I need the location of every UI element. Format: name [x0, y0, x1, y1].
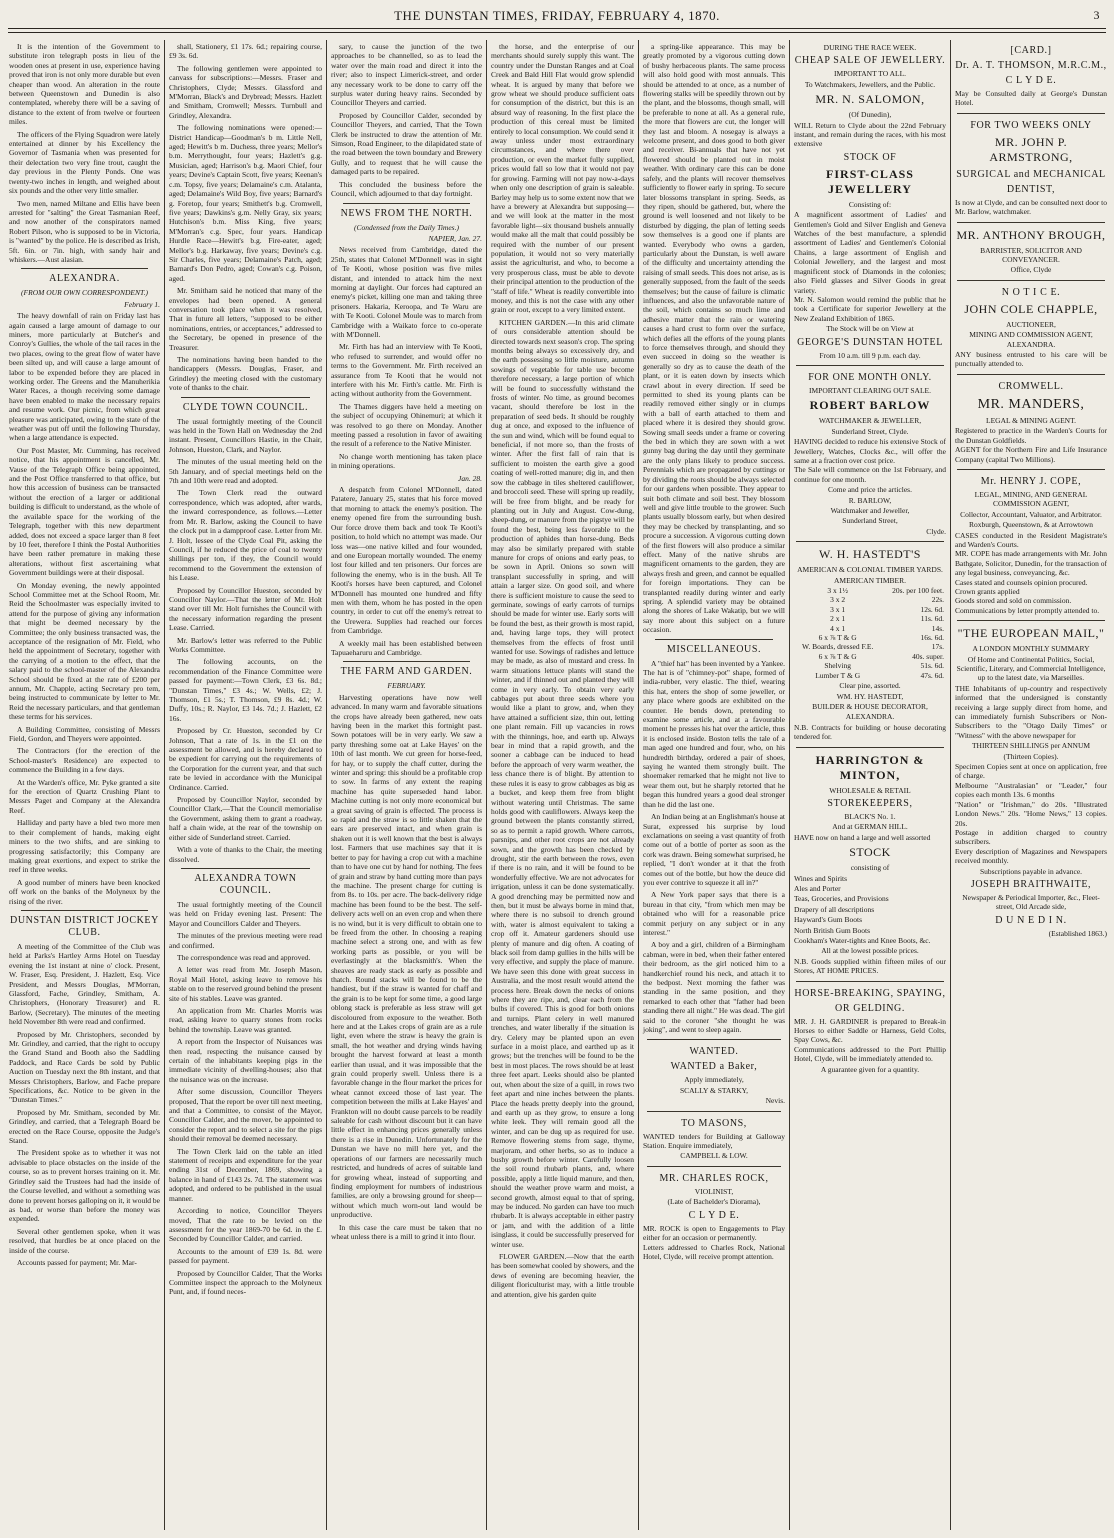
article-paragraph: At the Warden's office, Mr. Pyke granted a site for the erection of Quartz Crushing Plant to Messrs Paget and Company at the Alexandra Reef.	[9, 777, 160, 815]
article-paragraph: A report from the Inspector of Nuisances was then read, respecting the nuisance caused by certain of the inhabitants keeping pigs in the immediate vicinity of dwelling-houses; also that the nuisance was on the increase.	[169, 1037, 322, 1084]
article-paragraph: Our Post Master, Mr. Cumming, has received notice, that his appointment is cancelled, Mr. Vause of the Telegraph Office being appointed, and the Post Office transferred to that office, but how this accession of business can be transacted without the erection of a larger or additional building is difficult to understand, as the whole of the available space for the working of the Telegraph, together with this new department added, does not exceed a space larger than 8 feet by 10 feet, therefore I think the Postal Authorities have been rather premature in making these alterations, without first ascertaining what Government buildings were at their disposal.	[9, 445, 160, 578]
ad-text: Newspaper & Periodical Importer, &c., Fleet-street, Old Arcade side,	[962, 892, 1100, 912]
ad-wanted-baker	[643, 1045, 785, 1105]
masthead	[0, 8, 1114, 26]
ad-text: BARRISTER, SOLICITOR AND CONVEYANCER.	[980, 245, 1082, 265]
article-paragraph: Mr. Smitham said he noticed that many of the envelopes had been opened. A general conversation took place when it was resolved, That in future all letters, "supposed to be either nominations, entries, or acceptances," addressed to the Secretary, be opened in presence of the Treasurer.	[169, 286, 322, 352]
ad-text: IMPORTANT CLEARING OUT SALE.	[808, 385, 931, 395]
article-paragraph: The usual fortnightly meeting of the Council was held in the Town Hall on Wednesday the 2nd instant. Present, Councillors Hastie, in the Chair, Johnson, Hueston, Clark, and Naylor.	[169, 416, 322, 454]
column-rule	[326, 40, 327, 1530]
ad-text: THE Inhabitants of up-country and respectively informed that the undersigned is constantly receiving a large supply direct from home, and can immediately furnish Subscribers or Non-Subscribers to the "Otago Daily Times" or "Witness" with the above newspaper for	[955, 683, 1107, 740]
divider	[181, 868, 310, 869]
timber-price: 51s. 6d.	[920, 661, 944, 671]
ad-text: consisting of	[850, 863, 890, 873]
timber-price: 11s. 6d.	[920, 614, 944, 624]
timber-price-row	[794, 652, 946, 661]
ad-text: Cases stated and counsels opinion procured.	[955, 577, 1088, 587]
stock-list-item: Ales and Porter	[794, 883, 841, 893]
ad-text: ANY business entrusted to his care will be punctually attended to.	[955, 350, 1107, 369]
ad-heading: MR. MANDERS,	[977, 396, 1085, 412]
ad-brough	[955, 228, 1107, 275]
ad-text: Sunderland Street,	[842, 516, 898, 526]
ad-text: SCALLY & STARKY,	[679, 1085, 749, 1095]
ad-text: IMPORTANT TO ALL.	[833, 69, 907, 79]
ad-heading: MR. ANTHONY BROUGH,	[956, 227, 1106, 242]
column-4	[488, 42, 637, 1526]
ad-text: THIRTEEN SHILLINGS per ANNUM	[971, 741, 1091, 751]
timber-price: 14s.	[931, 623, 944, 633]
article-paragraph: Mr. Firth has had an interview with Te Kooti, who refused to surrender, and would offer no terms to the Government. Mr. Firth received an assurance from Te Kooti that he would not interfere with his Mr. Firth's cattle. Mr. Firth is acting without authority from the Government.	[331, 342, 482, 399]
ad-text: Of Home and Continental Politics, Social, Scientific, Literary, and Commercial Intelligence, up to the latest date, via Marseilles.	[956, 654, 1106, 683]
ad-text: D U N E D I N.	[995, 914, 1067, 926]
column-rule	[638, 40, 639, 1530]
ad-text: FOR TWO WEEKS ONLY	[970, 119, 1092, 131]
stock-list	[794, 874, 946, 946]
article-paragraph: With a vote of thanks to the Chair, the meeting dissolved.	[169, 845, 322, 864]
timber-size: 6 x ⅞ T & G	[818, 651, 857, 661]
ad-heading: MR. CHARLES ROCK,	[659, 1172, 769, 1184]
divider	[655, 639, 773, 640]
divider	[21, 268, 148, 269]
article-paragraph: A letter was read from Mr. Joseph Mason, Royal Mail Hotel, asking leave to remove his stable on to the reserved ground behind the present site of his stables. Leave was granted.	[169, 965, 322, 1003]
timber-size: 3 x 2	[830, 595, 846, 605]
ad-text: AMERICAN & COLONIAL TIMBER YARDS.	[797, 565, 943, 575]
divider	[647, 1039, 781, 1040]
ad-heading: Dr. A. T. THOMSON, M.R.C.M.,	[955, 60, 1107, 71]
ad-text: Communications by letter promptly attended to.	[955, 605, 1100, 615]
ad-heading: TO MASONS,	[681, 1117, 747, 1129]
ad-text: HAVING decided to reduce his extensive Stock of Jewellery, Watches, Clocks &c., will offer the same at a fraction over cost price.	[794, 437, 946, 465]
ad-text: CASES conducted in the Resident Magistrate's and Warden's Courts.	[955, 530, 1107, 549]
ad-text: N.B. Contracts for building or house decorating tendered for.	[794, 722, 946, 742]
ad-heading: N O T I C E.	[1001, 286, 1061, 298]
divider	[796, 541, 944, 542]
article-paragraph: News received from Cambridge, dated the 25th, states that Colonel M'Donnell was in sight of Te Kooti, whose position was five miles distant, and intended to attack him the next morning at daylight. Our forces had captured an enemy's picket, killing one man and taking three prisoners. Hakaria, Keroopa, and Te Waru are with Te Kooti. Colonel Moule was to march from Cambridge with a Waikato force to co-operate with M'Donnell.	[331, 245, 482, 339]
timber-size: 3 x 1	[830, 604, 846, 614]
timber-price-row	[794, 605, 946, 614]
ad-heading: Mr. HENRY J. COPE,	[980, 475, 1082, 487]
dateline: February 1.	[124, 299, 160, 309]
ad-text: SURGICAL and MECHANICAL	[956, 168, 1106, 180]
article-paragraph: Two men, named Miltane and Ellis have been arrested for "salting" the Great Tasmanian Reef, and now another of the conspirators named Robert Pilson, who is supposed to be in Victoria, is "wanted" by the police. He is described as Irish, 5ft. 6in. or 7in. high, with sandy hair and whiskers.—Aust alasian.	[9, 198, 160, 264]
article-paragraph: Proposed by Councillor Calder, That the Works Committee inspect the approach to the Molyneux Punt, and, if found neces-	[169, 1268, 322, 1297]
stock-list-item: Cookham's Water-tights and Knee Boots, &c.	[794, 936, 931, 945]
ad-heading: WANTED.	[689, 1046, 739, 1058]
ad-text: Every description of Magazines and Newspapers received monthly.	[955, 846, 1107, 866]
divider	[181, 397, 310, 398]
ad-text: WATCHMAKER & JEWELLER,	[818, 416, 922, 426]
timber-price-row	[794, 614, 946, 623]
ad-text: Watchmaker and Jeweller,	[830, 506, 910, 515]
timber-size: Shelving	[824, 661, 851, 671]
article-paragraph: The nominations having been handed to the handicappers (Messrs. Douglas, Fraser, and Grindley) the meeting closed with the customary vote of thanks to the chair.	[169, 355, 322, 393]
ad-heading: MR. N. SALOMON,	[815, 92, 925, 107]
ad-text: WILL Return to Clyde about the 22nd February instant, and remain during the races, with his most extensive	[794, 120, 946, 149]
ad-text: ALEXANDRA.	[845, 712, 895, 722]
divider	[647, 1111, 781, 1112]
article-paragraph: sary, to cause the junction of the two approaches to be channelled, so as to lead the water over the main road and direct it into the river; also to inspect Limerick-street, and order any necessary work to be done to carry off the surplus water during heavy rains. Seconded by Councillor Theyers and carried.	[331, 42, 482, 108]
timber-price-row	[794, 586, 946, 595]
ad-manders	[955, 380, 1107, 464]
masthead-rule-2	[8, 32, 1106, 33]
timber-size: 3 x 1½	[827, 586, 848, 596]
ad-text: To Watchmakers, Jewellers, and the Public.	[804, 79, 936, 89]
divider	[957, 620, 1105, 621]
ad-text: R. BARLOW,	[848, 495, 892, 505]
article-paragraph: In this case the care must be taken that no wheat unless there is a mill to grind it into flour.	[331, 1222, 482, 1241]
article-paragraph: No change worth mentioning has taken place in mining operations.	[331, 451, 482, 471]
column-7	[952, 42, 1110, 1526]
divider	[21, 910, 148, 911]
article-paragraph: the horse, and the enterprise of our merchants should surely supply this want. The country under the Dunstan Ranges and at Coal Creek and Bald Hill Flat would grow splendid wheat. It is argued by many that before we grow wheat we should produce sufficient oats for consumption of the district, but this is an absurd way of reasoning. In the first place the production of this cereal must be limited entirely to local consumption. We could send it away unless under most extraordinary circumstances, and where there over production, or even the market fully supplied, prices would fall so low that it would not pay for growing. Farming will not pay now-a-days when only one description of grain is saleable. Barley may help us to some extent now that we have a brewery at Alexandra but supposing—and we will look at the matter in the most favorable light—six thousand bushels annually would make all the malt that could possibly be required with the number of our present population, it would not so very materially assist the agriculturist, and who, to become a very prosperous class, must be able to devote their principal attention to the production of the "staff of life." Wheat is readily convertible into money, and this is not the case with any other grain or root, except to a very limited extent.	[491, 42, 634, 315]
divider	[957, 113, 1105, 114]
ad-text: Goods stored and sold on commission.	[955, 596, 1072, 606]
ad-masons	[643, 1117, 785, 1161]
timber-price: 47s. 6d.	[920, 670, 944, 680]
ad-text: AGENT for the Northern Fire and Life Insurance Company (capital Two Millions).	[955, 445, 1107, 464]
divider	[796, 981, 944, 982]
article-paragraph: The usual fortnightly meeting of the Council was held on Friday evening last. Present: The Mayor and Councillors Calder and Theyers.	[169, 899, 322, 928]
section-heading-farm-garden: THE FARM AND GARDEN.	[340, 666, 473, 678]
ad-heading: JOSEPH BRAITHWAITE,	[970, 878, 1092, 890]
ad-text: (Thirteen Copies).	[1003, 751, 1059, 761]
article-paragraph: Proposed by Councillor Hueston, seconded by Councillor Naylor.—That the letter of Mr. Holt stand over till Mr. Holt furnishes the Council with the necessary information regarding the present Lease. Carried.	[169, 585, 322, 633]
masthead-rule	[8, 28, 1106, 29]
ad-text: CROMWELL.	[998, 380, 1064, 392]
timber-size: 4 x 1	[830, 623, 846, 633]
ad-text: DENTIST,	[1006, 183, 1056, 195]
ad-text: Registered to practice in the Warden's Courts for the Dunstan Goldfields.	[955, 426, 1107, 445]
ad-heading: ROBERT BARLOW	[809, 398, 931, 413]
ad-heading: MR. JOHN P. ARMSTRONG,	[989, 134, 1073, 164]
ad-text: STOCK	[849, 845, 891, 860]
article-paragraph: Harvesting operations have now well advanced. In many warm and favorable situations the crops have already been gathered, new oats having been in the market this fortnight past. Sown potatoes will be in very early. We saw a party threshing some oat at Lake Hayes' on the 10th of last month. We cut green for horse-feed, for hay, or to supply the chaff cutter, during the winter and spring: this should be a profitable crop to sow. In farms of any extent the reaping machine has quite superseded hand labor. Machine cutting is not only more economical but a great saving of grain is effected. The process is so rapid and the straw is so little shaken that the ears are preserved intact, and when grain is shaken out it is well known that the best is always lost. Farmers that use machines say that it is better to pay for having a crop cut with a machine than to have one cut by hand for nothing. The fees of grain and straw by hand cutting more than pays the machine. The present charge for cutting is from 8s. to 10s. per acre. The back-delivery ridge machine has been found to be the best. The self-delivery acts well on an even crop and when there is no wind, but it is very difficult to obtain one to be freed from the other. In choosing a reaping machine select a strong one, and with as few working parts as possible, or you will be everlastingly at the blacksmith's. When the sheaves are ready stack as early as possible and thatch. Round stacks will be found to be the handiest, but if the straw is wanted for chaff and the grain is to be kept for some time, a good large oblong stack is preferable as less straw will get discoloured from exposure to the weather. Both here and at the Lakes crops of grain are as a rule light, even where the straw is heavy the grain is small, the hot weather and drying winds having brought the harvest forward at least a month earlier than usual, and it was impossible that the grain could properly swell. Unless there is a favorable change in the flour market the prices for wheat cannot exceed those of last year. The competition between the mills at Lake Hayes' and Frankton will no doubt cause parcels to be readily saleable for cash without discount but it can have little effect in enhancing prices generally unless there is a rise in Dunedin. Unfortunately for the Dunstan we have no mill here yet, and the operations of our farmers are necessarily much restricted, and hundreds of acres of suitable land for growing wheat, instead of supporting and finding employment for numbers of industrious families, are only a browsing ground for sheep—without which much worn-out land would be unproductive.	[331, 692, 482, 1220]
column-rule	[486, 40, 487, 1530]
divider	[957, 222, 1105, 223]
ad-text: And at GERMAN HILL.	[832, 822, 908, 832]
section-heading-jockey-club: DUNSTAN DISTRICT JOCKEY CLUB.	[10, 914, 159, 938]
ad-text: Letters addressed to Charles Rock, National Hotel, Clyde, will receive prompt attention.	[643, 1242, 785, 1261]
timber-price-row	[794, 595, 946, 604]
ad-text: AMERICAN TIMBER.	[834, 575, 906, 585]
column-3	[328, 42, 485, 1526]
article-paragraph: A Building Committee, consisting of Messrs Field, Gordon, and Theyers were appointed.	[9, 724, 160, 744]
ad-european-mail	[955, 626, 1107, 938]
timber-price-row	[794, 642, 946, 651]
ad-heading: W. H. HASTEDT'S	[819, 547, 921, 562]
article-paragraph: The Thames diggers have held a meeting on the subject of occupying Ohinemuri; at which it was resolved to go there on Monday. Another meeting passed a resolution in favor of awaiting the result of a reference to the Native Minister.	[331, 401, 482, 449]
section-heading-alexandra: ALEXANDRA.	[49, 273, 120, 285]
timber-price: 17s.	[931, 642, 944, 652]
ad-heading: FIRST-CLASS JEWELLERY	[826, 166, 914, 196]
ad-text: Apply immediately,	[684, 1075, 744, 1085]
ad-text: Office, Clyde	[1010, 265, 1052, 275]
ad-heading: CHEAP SALE OF JEWELLERY.	[794, 55, 946, 67]
ad-text: From 10 a.m. till 9 p.m. each day.	[819, 350, 921, 360]
ad-text: "Nation" or "Irishman," do 20s. "Illustrated London News." 20s. "Home News," 13 copies. 20s.	[955, 799, 1107, 828]
ad-text: Communications addressed to the Port Phillip Hotel, Clyde, will be immediately attended to.	[794, 1044, 946, 1064]
stock-list-item: North British Gum Boots	[794, 925, 871, 935]
ad-text: CAMPBELL & LOW.	[680, 1151, 748, 1161]
article-paragraph: The Town Clerk laid on the table an itled statement of receipts and expenditure for the year ending 31st of December, 1869, showing a balance in hand of £143 2s. 7d. The statement was adopted, and ordered to be published in the usual manner.	[169, 1146, 322, 1203]
article-paragraph: Halliday and party have a bled two more men to their complement of hands, making eight miners to the two shifts, and are sinking to progressing satisfactorily; this Company are making great exertions, and expect to strike the reef in three weeks.	[9, 818, 160, 875]
timber-price: 22s.	[931, 595, 944, 605]
article-paragraph: This concluded the business before the Council, which adjourned to that day fortnight.	[331, 179, 482, 199]
ad-text: STOREKEEPERS,	[827, 797, 913, 809]
article-paragraph: The officers of the Flying Squadron were lately entertained at dinner by his Excellency the Governor of Tasmania when was presented for their delectation two very fine trout, caught the day previous in the Plenty Ponds. One was twenty-two inches in length, and weighed about six pounds and the other very little smaller.	[9, 129, 160, 196]
article-paragraph: The following gentlemen were appointed to canvass for subscriptions:—Messrs. Fraser and Christophers, Clyde; Messrs. Glassford and M'Morran, Black's and Drybread; Messrs. Hazlett and Smitham, Cromwell; Messrs. Turnbull and Grindley, Alexandra.	[169, 63, 322, 120]
ad-text: LEGAL & MINING AGENT.	[986, 415, 1076, 425]
article-paragraph: Proposed by Cr. Hueston, seconded by Cr Johnson, That a rate of 1s. in the £1 on the assessment be allowed, and is hereby declared to be expedient for carrying out the requirements of the Corporation for the current year, and that such rate be levied in accordance with the Municipal Ordinance. Carried.	[169, 726, 322, 792]
article-paragraph: Proposed by Councillor Naylor, seconded by Councillor Clark,—That the Council memorialise the Government, asking them to grant a roadway, half a chain wide, at the rear of the township on either side of Sunderland street. Carried.	[169, 795, 322, 842]
article-paragraph: A meeting of the Committee of the Club was held at Parks's Hartley Arms Hotel on Tuesday evening the 1st instant at nine o' clock. Present, W. Fraser, Esq. President, J. Hazlett, Esq. Vice President, and Messrs Douglas, M'Morran, Glassford, Fache, Grindley, Smitham, A. Christophers, (Honorary Treasurer) and R. Barlow, (Secretary). The minutes of the meeting held November 8th were read and confirmed.	[9, 941, 160, 1027]
article-paragraph: A despatch from Colonel M'Donnell, dated Patatere, January 25, states that his force moved that morning to attack the enemy's position. The enemy opened fire from the surrounding bush. Our force drove them back and took Te Kooti's position, to hold which no attempt was made. Our loss was—one native killed and four wounded, and one European mortally wounded. The enemy lost four killed and ten prisoners. Our forces are following the enemy, who is in the bush. All Te Kooti's horses have been captured, and Colonel M'Donnell has mounted one hundred and fifty men with them, whom he has posted in the open country, in order to cut off the enemy's retreat to the Urewera. Supplies had reached our forces from Cambridge.	[331, 485, 482, 636]
dateline: Jan. 28.	[458, 473, 482, 483]
ad-text: Sunderland Street, Clyde.	[831, 426, 909, 436]
ad-text: C L Y D E.	[688, 1209, 740, 1221]
column-rule	[789, 40, 790, 1530]
timber-price: 40s. super.	[912, 651, 944, 661]
article-paragraph: The President spoke as to whether it was not advisable to place obstacles on the inside of the course, so as to prevent horses training on it. Mr. Grindley said the Trustees had had the inside of the Course levelled, and without a something was done to prevent horses galloping on it, it would be as bad, or worse than before the money was expended.	[9, 1148, 160, 1224]
timber-size: 2 x 1	[830, 614, 846, 624]
stock-list-item: Hayward's Gum Boots	[794, 915, 863, 925]
ad-violinist	[643, 1172, 785, 1261]
article-paragraph: An Indian being at an Englishman's house at Surat, expressed his surprise by loud exclamations on seeing a vast quantity of froth come out of a bottle of porter as soon as the cork was drawn. Being somewhat surprised, he replied, "I don't wonder at it that the froth comes out of the bottle, but how the deuce did you ever contrive to squeeze it all in?"	[643, 812, 785, 887]
article-paragraph: The correspondence was read and approved.	[177, 952, 311, 962]
ad-text: HAVE now on hand a large and well assorted	[794, 832, 931, 842]
dateline: NAPIER, Jan. 27.	[428, 233, 482, 243]
ad-text: May be Consulted daily at George's Dunstan Hotel.	[955, 89, 1107, 108]
article-paragraph: The Contractors (for the erection of the School-master's Residence) are expected to commence the Building in a few days.	[9, 746, 160, 775]
timber-price: 20s. per 100 feet.	[892, 586, 944, 596]
ad-text: DURING THE RACE WEEK.	[823, 43, 917, 52]
ad-salomon-jewellery	[794, 43, 946, 360]
ad-text: MR. ROCK is open to Engagements to Play either for an occasion or permanently.	[643, 1223, 785, 1243]
timber-price-row	[794, 624, 946, 633]
ad-text: BUILDER & HOUSE DECORATOR,	[812, 701, 928, 711]
article-paragraph: The following nominations were opened:— District Handicap—Goodman's b m. Little Nell, aged; Hewitt's b m. Duchess, three years; Mellor's b.m. Merrythought, four years; Hazlett's g.g. Musician, aged; Harrison's b.g. Maori Chief, four years; Devine's Captain Scott, five years; Keenan's c.m. Topsy, five years; Delamaine's c.m. Atalanta, aged; Delamaine's Wild Boy, five years; Barnard's g. Foretop, four years; Smithett's b.g. Cromwell, five years; Dawkins's g.m. Nelly Gray, six years; Hutchison's b.m. Miss King, five years; M'Morran's c.g. Spec, four years. Handicap Hurdle Race—Hewitt's b.g. Fire-eater, aged; Mellor's b.g. Harkaway, five years; Devine's c.g. Sir Charles, five years; Delamaine's Patch, aged; Barnard's Don Pedro, aged; Cowan's c.g. Poison, aged.	[169, 123, 322, 283]
article-paragraph: A weekly mail has been established between Tapuaeharuru and Cambridge.	[331, 638, 482, 657]
timber-price-table	[794, 586, 946, 680]
ad-dr-thomson	[955, 44, 1107, 108]
article-paragraph: The following accounts, on the recommendation of the Finance Committee were passed for payment:—Town Clerk, £3 6s. 8d.; "Dunstan Times," £3 4s.; W. Wells, £2; J. Thomson, £1 5s.; T. Thomson, £9 8s. 4d.; W. Duffy, 10s.; R. Naylor, £3 14s. 7d.; J. Hazlett, £2 16s.	[169, 657, 322, 723]
ad-barlow-sale	[794, 371, 946, 536]
ad-text: Postage in addition charged to country subscribers.	[955, 827, 1107, 847]
divider	[343, 661, 470, 662]
ad-dentist	[955, 119, 1107, 217]
byline: (Condensed from the Daily Times.)	[354, 222, 459, 232]
ad-text: WANTED a Baker,	[670, 1061, 758, 1073]
section-subheading: FEBRUARY.	[387, 681, 426, 691]
column-rule	[950, 40, 951, 1530]
article-paragraph: A boy and a girl, children of a Birmingham cabman, were in bed, when their father entered their bedroom, as the girl noticed him to a handkerchief round his neck, and attach it to the bedpost. Next morning the father was standing in the same position, and they remarked to each other that "father had been standing there all night." He was dead. The girl said to the coroner "she thought he was joking", and went to sleep again.	[643, 940, 785, 1035]
article-paragraph: It is the intention of the Government to substitute iron telegraph posts in lieu of the wooden ones at present in use, experience having proved that iron is not only more durable but even cheaper than wood. An alteration in the route between Queenstown and Dunedin is also contemplated, whereby there will be a saving of distance to the extent of from twelve or fourteen miles.	[9, 42, 160, 127]
ad-text: A LONDON MONTHLY SUMMARY	[972, 644, 1090, 654]
article-paragraph: The minutes of the previous meeting were read and confirmed.	[169, 931, 322, 950]
divider	[796, 747, 944, 748]
article-paragraph: Proposed by Mr. Smitham, seconded by Mr. Grindley, and carried, that a Telegraph Board be erected on the Race Course, opposite the Judge's Stand.	[9, 1107, 160, 1146]
ad-text: A magnificent assortment of Ladies' and Gentlemen's Gold and Silver English and Geneva Watches of the best manufacture, a splendid assortment of Ladies' and Gentlemen's Colonial Chains, a large assortment of English and Colonial Jewellery, and the largest and most magnificent stock of Diamonds in the colonies; also Field glasses and Silver Goods in great variety.	[794, 210, 946, 295]
ad-text: Specimen Copies sent at once on application, free of charge.	[955, 762, 1107, 781]
ad-text: Consisting of:	[848, 199, 892, 209]
ad-hastedt-timber	[794, 547, 946, 741]
ad-text: (Late of Bachelder's Diorama),	[667, 1197, 761, 1207]
timber-size: Lumber T & G	[815, 670, 861, 680]
ad-text: Come and price the articles.	[828, 485, 912, 495]
article-paragraph: The Town Clerk read the outward correspondence, which was adopted, after wards, the inward correspondence, as follows.—Letter from Mr. R. Barlow, asking the Council to have the clock put in a dampproof case. Letter from Mr. J. Holt, lessee of the Clyde Coal Pit, asking the Council, if he reduced the price of coal to twenty shillings per ton, if they, the Council would recommend to the Government the extension of his Lease.	[169, 488, 322, 583]
timber-size: W. Boards, dressed F.E.	[801, 642, 874, 652]
ad-harrington-minton	[794, 753, 946, 976]
article-paragraph: a spring-like appearance. This may be greatly promoted by a vigorous cutting down of bushy herbaceous plants. The same process will also hold good with most annuals. This should be attended to at once, as a number of flowering stalks will be speedily thrown out by the plant, and the blossoms, though small, will be preferable to none at all. As a general rule, the more that flowers are cut, the longer will they last and bloom. A nosegay is always a welcome present, and does good to both giver and receiver. Bi-annuals that have not yet flowered should be planted out in moist weather. With ordinary care this can be done safely, and the plants will recover themselves sufficiently to flower early in spring. To secure later blossoms transplant in spring. Seeds, as they ripen, should be gathered, but, where the ground is well loosened and not likely to be disturbed by digging, the plan of letting seeds sow themselves is a good one if plants are wanted. Everybody who owns a garden, particularly about the Dunstan, is well aware of the difficulty and uncertainty attending the raising of small seeds. This does not arise, as is generally supposed, from the fault of the seeds themselves; but the cause of failure is climatic influences, and also the unfavorable nature of the soil, which contains so much lime and adhesive matter that the rain or watering causes a hard crust to form over the surface, which defies all the efforts of the young plants to force themselves through, and should they even succeed in doing so the weather is generally so dry as to cause the death of the plant, or it is eaten down by insects which crawl about in every direction. If seed be permitted to shed its young plants can be readily removed either singly or in clumps with a ball of earth attached to them and placed where it is desired they should grow. Sowing small seeds under a frame or covering the bed in which they are sown with a wet gunny bag during the day until they germinate are the only plans likely to produce success. Perennials which are propagated by cuttings or by dividing the roots should be always selected for our gardens when possible. They appear to suit both climate and soil best. They blossom well and give little trouble to the grower. Such plants usually blossom early, but when desired they may be checked by transplanting, and so procure a succession. A vigorous cutting down of the first flowers will also produce a similar effect. Many of the native shrubs are magnificent ornaments to the garden, they are always fresh and green, and cannot be equalled for foreign importations. They can be transplanted readily during winter and early spring. A splendid variety may be obtained along the shores of Lake Wakatip, but we will say more about this subject on a future occasion.	[643, 42, 785, 635]
article-paragraph: According to notice, Councillor Theyers moved, That the rate to be levied on the assessment for the year 1869-70 be 6d. in the £. Seconded by Councillor Calder, and carried.	[169, 1206, 322, 1244]
divider	[957, 469, 1105, 470]
column-6	[791, 42, 949, 1526]
ad-text: Nevis.	[765, 1096, 785, 1106]
ad-cope	[955, 475, 1107, 615]
section-heading-alexandra-council: ALEXANDRA TOWN COUNCIL.	[194, 872, 297, 896]
ad-text: Is now at Clyde, and can be consulted next door to Mr. Barlow, watchmaker.	[955, 197, 1107, 217]
divider	[796, 365, 944, 366]
timber-price-row	[794, 671, 946, 680]
article-paragraph: Mr. Barlow's letter was referred to the Public Works Committee.	[169, 635, 322, 654]
timber-price: 12s. 6d.	[920, 604, 944, 614]
ad-text: Mr. N. Salomon would remind the public that he took a Certificate for superior Jewellery at the New Zealand Exhibition of 1865.	[794, 294, 946, 323]
article-paragraph: A New York paper says that there is a bureau in that city, "from which men may be obtained who will for a reasonable price commit perjury on any subject or in any interest."	[643, 890, 785, 937]
ad-text: The Sale will commence on the 1st February, and continue for one month.	[794, 465, 946, 484]
article-paragraph: Several other gentlemen spoke, when it was resolved, that hurdles be at once placed on the inside of the course.	[9, 1226, 160, 1255]
article-paragraph: shall, Stationery, £1 17s. 6d.; repairing course, £9 3s. 6d.	[169, 42, 322, 61]
ad-text: Melbourne "Australasian" or "Leader," four copies each month 13s. 6 months	[955, 780, 1107, 800]
section-heading-miscellaneous: MISCELLANEOUS.	[666, 643, 762, 655]
ad-text: Roxburgh, Queenstown, & at Arrowtown	[968, 520, 1094, 530]
ad-text: Clyde.	[926, 526, 946, 536]
ad-text: WHOLESALE & RETAIL	[829, 785, 911, 795]
ad-heading: HORSE-BREAKING, SPAYING,	[794, 987, 946, 999]
ad-text: GEORGE'S DUNSTAN HOTEL	[797, 336, 943, 348]
ad-horse-breaking	[794, 987, 946, 1074]
ad-text: [CARD.]	[1010, 45, 1052, 56]
ad-text: MINING AND COMMISSION AGENT, ALEXANDRA.	[969, 330, 1093, 349]
stock-list-item: Teas, Groceries, and Provisions	[794, 894, 889, 904]
divider	[957, 280, 1105, 281]
article-paragraph: Proposed by Councillor Calder, seconded by Councillor Theyers, and carried, That the Town Clerk be instructed to draw the attention of Mr. Simson, Road Engineer, to the dilapidated state of the road between the town boundary and Brewery Gully, and to request that he will cause the damaged parts to be repaired.	[331, 110, 482, 177]
article-paragraph: The minutes of the usual meeting held on the 5th January, and of special meetings held on the 7th and 10th were read and adopted.	[169, 457, 322, 486]
ad-text: Clear pine, assorted.	[839, 681, 901, 691]
ad-text: STOCK OF	[843, 151, 897, 163]
section-heading-news-north: NEWS FROM THE NORTH.	[340, 207, 473, 219]
article-paragraph: On Monday evening, the newly appointed School Committee met at the School Room, Mr. Reid the Schoolmaster was especially invited to attend for the purpose of giving any information that might be deemed necessary by the Committee; the only business transacted was, the acceptance of the resignation of Mr. Field, who held the appointment of Secretary, together with the carrying of a motion to the effect, that the salary paid to the school-master of the Alexandra School should be fixed at the rate of £200 per annum, Mr. Chapple, acting Secretary pro tem, being instructed to communicate by letter to Mr. Reid the necessary particulars, and that gentleman these terms for his services.	[9, 580, 160, 722]
article-paragraph: Accounts passed for payment; Mr. Mar-	[17, 1257, 137, 1267]
ad-text: AUCTIONEER,	[1006, 319, 1056, 329]
ad-text: Crown grants applied	[955, 586, 1020, 596]
ad-text: (Of Dunedin),	[848, 110, 892, 120]
ad-chapple	[955, 286, 1107, 369]
ad-text: A guarantee given for a quantity.	[820, 1064, 920, 1074]
article-paragraph: The heavy downfall of rain on Friday last has again caused a large amount of damage to our miners, more particularly at Butcher's and Conroy's Gullies, the whole of the tail races in the two places, owing to the great flow of water have been silted up, and will cause a large amount of labor to be expended before they are placed in working order. The Greens and the Manuherikia Water Races, a though receiving some damage have been enabled to make the necessary repairs and resume work. Our picnic, from which great pleasure was anticipated, owing to the state of the weather was put off until the following Thursday, when a large attendance is expected.	[9, 311, 160, 443]
article-paragraph: Proposed by Mr. Christophers, seconded by Mr. Grindley, and carried, that the right to occupy the Grand Stand and Booth also the Saddling Paddock, and Race Cards be sold by Public Auction on Tuesday next the 8th instant, and that Messrs Christophers, Barlow, and Fache prepare Specifications, &c. Notice to be given in the "Dunstan Times."	[9, 1029, 160, 1105]
timber-price: 16s. 6d.	[920, 633, 944, 643]
article-paragraph: An application from Mr. Charles Morris was read, asking leave to quarry stones from rocks behind the township. Leave was granted.	[169, 1005, 322, 1034]
column-rule	[164, 40, 165, 1530]
ad-text: BLACK'S No. 1.	[844, 811, 896, 821]
column-2	[166, 42, 325, 1526]
column-5	[640, 42, 788, 1526]
article-paragraph: A "thief hat" has been invented by a Yankee. The hat is of "chimney-pot" shape, formed of india-rubber, very elastic. The thief, wearing this hat, enters the shop of some jeweller, or any place where goods are exhibited on the counter. He bends down, pretending to examine some article, and at a favourable moment he presses his hat over the article, thus it is enclosed inside. Boston tells the tale of a man aged one hundred and four, who, on his hundredth birthday, ordered a pair of shoes, saying he wanted them strongly built. The shoemaker remarked that he might not live to wear them out, but he sharply retorted that he began this hundred years a good deal stronger than he did the last one.	[643, 658, 785, 809]
page-number: 3	[1093, 8, 1100, 22]
ad-heading: FOR ONE MONTH ONLY.	[808, 371, 932, 383]
timber-size: 6 x ⅞ T & G	[818, 633, 857, 643]
ad-text: N.B. Goods supplied within fifteen miles of our Stores, AT HOME PRICES.	[794, 956, 946, 976]
ad-text: C L Y D E.	[1005, 75, 1057, 86]
article-paragraph: FLOWER GARDEN.—Now that the earth has been somewhat cooled by showers, and the dews of evening are becoming heavier, the diligent floriculturist may, with a little trouble and attention, give his garden quite	[491, 1252, 634, 1299]
masthead-title: THE DUNSTAN TIMES, FRIDAY, FEBRUARY 4, 1870.	[394, 8, 720, 23]
column-1	[6, 42, 163, 1526]
ad-heading: JOHN COLE CHAPPLE,	[964, 301, 1098, 316]
ad-text: Collector, Accountant, Valuator, and Arbitrator.	[960, 509, 1102, 519]
ad-text: The Stock will be on View at	[826, 324, 914, 334]
divider	[647, 1166, 781, 1167]
timber-price-row	[794, 661, 946, 670]
ad-text: MR. COPE has made arrangements with Mr. John Bathgate, Solicitor, Dunedin, for the transaction of any legal business, conveyancing, &c.	[955, 549, 1107, 578]
byline: (FROM OUR OWN CORRESPONDENT.)	[21, 288, 148, 298]
ad-text: (Established 1863.)	[1048, 928, 1107, 938]
article-paragraph: After some discussion, Councillor Theyers proposed, That the report be over till next meeting, and that a Committee, to consist of the Mayor, Councillor Calder, and the mover, be appointed to consider the report and to select a site for the pigs should their removal be deemed necessary.	[169, 1087, 322, 1144]
ad-text: Subscriptions payable in advance.	[979, 866, 1083, 876]
article-paragraph: KITCHEN GARDEN.—In this arid climate of ours considerable attention should be directed towards next season's crop. The spring months being always so excessively dry, and the earth possessing so little moisture, autumn sowings of vegetable for table use become therefore necessary, a large portion of which will be found to successfully withstand the frosts of winter. No time, as ground becomes vacant, should therefore be lost in the preparation of seed beds. It should be roughly dug at once, and exposed to the influence of the sun and wind, which will be found equal to beneficial, if not more so, than the frosts of winter. After the first fall of rain that is sufficient to moisten the earth give a good coating of well-rotted manure; dig in, and then sow the cabbage in tiles sheltered cauliflower, and broccoli seed. These will spring up readily, will be free from blight, and be ready for planting out in July and August. Cow-dung, sheep-dung, or manure from the pigstye will be found the best, being less favorable to the production of aphides than horse-dung. Beds may also be similarly prepared with stable manure for crops of onions and early peas, to be sown in April. Onions so sown will transplant successfully in spring, and will attain a larger size. On good soil, and where there is sufficient moisture to cause the seed to germinate, sowings of early carrots of turnips should be made for winter use. Early sorts will be found the best, as their growth is most rapid, and, having large tops, they will protect themselves from the effects of frost until wanted for use. Sowings of radishes and lettuce may be made, as also of mustard and cress. In warm situations lettuce plants will stand the winter, and if thinned out and planted they will come in very early. To obtain very early cabbages put about three seeds where you would like a plant to grow, and, when they have attained a sufficient size, thin out, letting one plant remain. Fill up vacancies in rows with the thinnings, hoe, and earth up. Always bear in mind that a rapid growth, and the sooner a cabbage can be induced to head before the approach of very warm weather, the less chance there is of blight. By attention to these rules it is easy to grow cabbages as big as a bucket, and keep them free from blight without watering until Christmas. The same holds good with cauliflowers. Always keep the ground between the plants constantly stirred, so as to permit a rapid growth. Where carrots, parsnips, and other root crops are not already sown, and the growth has been checked by drought, stir the earth between the rows, even if there is no rain, and it will be found to be wonderfully effective. We are not advocates for irrigation, unless it can be done systematically. A good drenching may be permitted now and then, but it must be always borne in mind that, where there is no subsoil to drench ground with, water is almost equivalent to taking a crop off it. Amateur gardeners should use plenty of manure and dig often. A coating of black soil from damp gullies in the hills will be very effective, and supply the place of manure. We have seen this done with great success in Australia, and the most result would attend the process here. Break down the necks of onions where they are ripe, and, clear each from the bulbs if covered. This is good for both onions and turnips. Plant celery in well manured trenches, and water liberally if the situation is dry. Celery may be planted upon an even surface in a moist place, and earthed up as it grows; but the trenches will be found to be the best in most places. The rows should be at least three feet apart. Leeks should also be planted out, when about the size of a quill, in rows two feet apart and nine inches between the plants. Place the heads pretty deeply into the ground, and earth up as they grow, to ensure a long white leek. They will remain good all the winter, and can be dug up as required for use. Remove flowering stems from sage, thyme, marjoram, and other herbs, so as to induce a bushy growth before winter. Carefully loosen the soil round rhubarb plants, and, where possible, apply a little liquid manure, and then, should the weather prove warm and moist, a second growth, almost equal to that of spring, may be induced. No garden can have too much rhubarb. It is always acceptable in either pastry or jam, and with the addition of a little isinglass, it could be successfully preserved for winter use.	[491, 317, 634, 1249]
stock-list-item: Wines and Spirits	[794, 873, 848, 883]
ad-heading: HARRINGTON & MINTON,	[815, 752, 925, 782]
ad-text: WANTED tenders for Building at Galloway Station. Enquire immediately,	[643, 1131, 785, 1151]
ad-text: WM. HY. HASTEDT,	[836, 691, 904, 701]
ad-text: VIOLINIST,	[694, 1186, 734, 1196]
stock-list-item: Drapery of all descriptions	[794, 904, 875, 914]
ad-text: MR. J. H. GARDINER is prepared to Break-in Horses to either Saddle or Harness, Geld Colts, Spay Cows, &c.	[794, 1016, 946, 1045]
article-paragraph: A good number of miners have been knocked off work on the banks of the Molyneux by the rising of the river.	[9, 877, 160, 906]
timber-price-row	[794, 633, 946, 642]
section-heading-clyde-council: CLYDE TOWN COUNCIL.	[182, 401, 309, 413]
ad-text: All at the lowest possible prices.	[821, 946, 919, 956]
divider	[957, 374, 1105, 375]
ad-heading: OR GELDING.	[835, 1002, 905, 1014]
divider	[343, 203, 470, 204]
article-paragraph: Accounts to the amount of £39 1s. 8d. were passed for payment.	[169, 1246, 322, 1266]
ad-text: LEGAL, MINING, AND GENERAL COMMISSION AGENT,	[974, 489, 1088, 509]
ad-heading: "THE EUROPEAN MAIL,"	[957, 626, 1105, 641]
